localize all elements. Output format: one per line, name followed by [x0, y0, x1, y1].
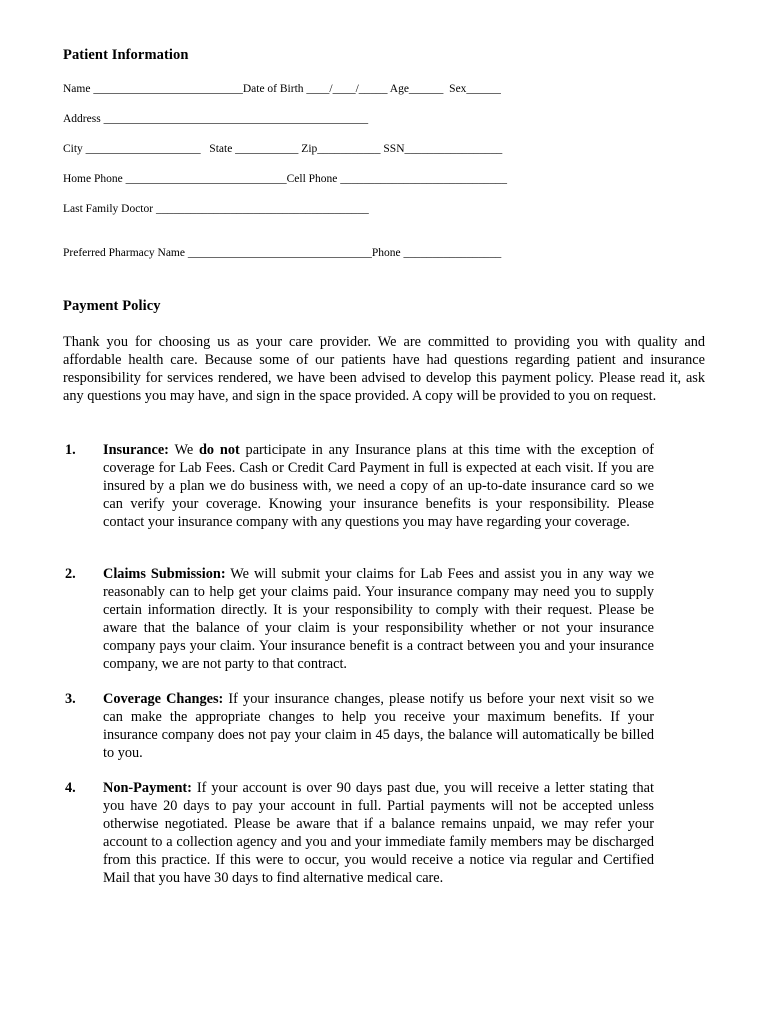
policy-item-title: Non-Payment:: [103, 780, 192, 796]
policy-item-claims-submission: [65, 565, 654, 673]
policy-item-text: participate in any Insurance plans at this time with the exception of coverage for Lab Fees. Cash or Credit Card Payment in full is expected at each visit. If you are insured by a plan we do business with, we need a copy of an up-to-date insurance card so we can verify your coverage. Knowing your insurance benefits is your responsibility. Please contact your insurance company with any questions you may have regarding your coverage.: [103, 442, 654, 530]
phone-line: Home Phone ____________________________Cell Phone _____________________________: [63, 173, 508, 185]
policy-item-title: Coverage Changes:: [103, 691, 224, 707]
address-line: Address ______________________________________________: [63, 113, 369, 125]
payment-policy-intro: Thank you for choosing us as your care provider. We are committed to providing you with quality and affordable health care. Because some of our patients have had questions regarding patient and insurance responsibility for services rendered, we have been advised to develop this payment policy. Please read it, ask any questions you may have, and sign in the space provided. A copy will be provided to you on request.: [63, 334, 705, 404]
policy-item-insurance: [65, 441, 654, 531]
policy-item-text: We will submit your claims for Lab Fees and assist you in any way we reasonably can to help get your claims paid. Your insurance company may need you to supply certain information directly. It is your responsibility to comply with their request. Please be aware that the balance of your claim is your responsibility whether or not your insurance company pays your claim. Your insurance benefit is a contract between you and your insurance company, we are not party to that contract.: [103, 566, 654, 672]
policy-item-coverage-changes: [65, 690, 654, 762]
policy-item-non-payment: [65, 779, 654, 887]
policy-item-number: 3.: [65, 691, 76, 707]
family-doctor-line: Last Family Doctor _____________________________________: [63, 203, 369, 215]
policy-item-number: 4.: [65, 780, 76, 796]
policy-item-text: If your insurance changes, please notify us before your next visit so we can make the appropriate changes to help you receive your maximum benefits. If your insurance company does not pay your claim in 45 days, the balance will automatically be billed to you.: [103, 691, 654, 761]
patient-info-heading: Patient Information: [63, 47, 189, 63]
payment-policy-heading: Payment Policy: [63, 298, 161, 314]
policy-item-number: 2.: [65, 566, 76, 582]
policy-item-emphasis: do not: [198, 442, 240, 458]
policy-item-title: Claims Submission:: [103, 566, 226, 582]
policy-item-title: Insurance:: [103, 442, 169, 458]
name-dob-age-sex-line: Name __________________________Date of Birth ____/____/_____ Age______ Sex______: [63, 83, 501, 95]
policy-item-number: 1.: [65, 442, 76, 458]
city-state-zip-ssn-line: City ____________________ State ___________ Zip___________ SSN_________________: [63, 143, 503, 155]
policy-item-pre: We: [168, 442, 199, 458]
pharmacy-line: Preferred Pharmacy Name ________________________________Phone _________________: [63, 247, 502, 259]
policy-item-text: If your account is over 90 days past due, you will receive a letter stating that you have 20 days to pay your account in full. Partial payments will not be accepted unless otherwise negotiated. Please be aware that if a balance remains unpaid, we may refer your account to a collection agency and you and your immediate family members may be discharged from this practice. If this were to occur, you would receive a notice via regular and Certified Mail that you have 30 days to find alternative medical care.: [103, 780, 654, 886]
